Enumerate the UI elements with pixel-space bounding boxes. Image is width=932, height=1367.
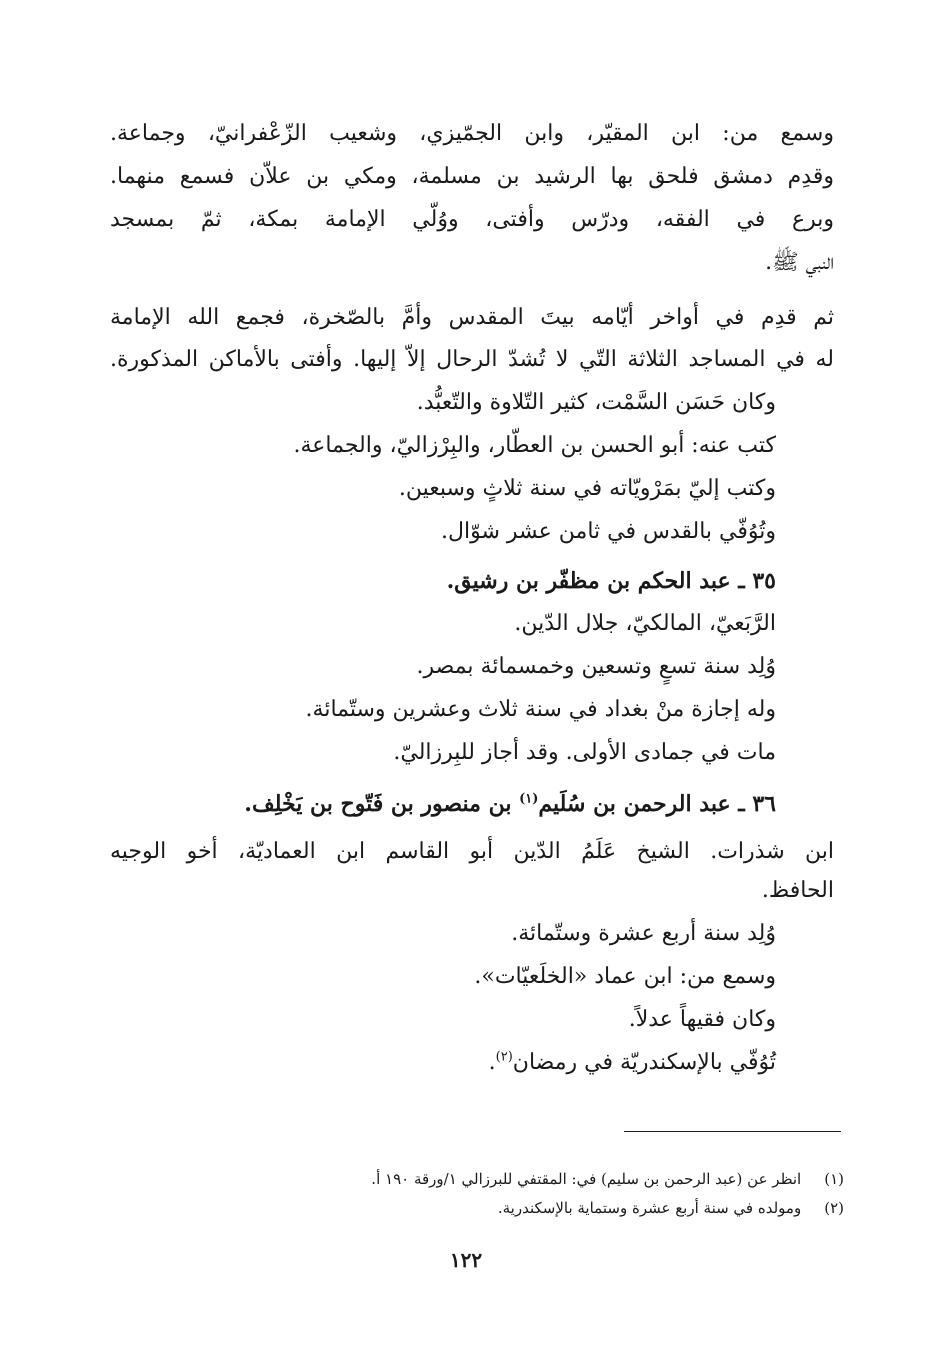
footnote-number: (٢) xyxy=(824,1199,844,1217)
text-span: . xyxy=(488,1050,496,1075)
heading-text: بن منصور بن فَتّوح بن يَخْلِف. xyxy=(244,791,520,817)
text-line: وُلِد سنة تسعٍ وتسعين وخمسمائة بمصر. xyxy=(416,654,776,679)
text-line: وكان حَسَن السَّمْت، كثير التّلاوة والتّعبُّد. xyxy=(416,390,776,415)
text-line xyxy=(489,1045,776,1081)
text-line: كتب عنه: أبو الحسن بن العطّار، والبِرْزاليّ، والجماعة. xyxy=(293,433,776,458)
footnote-divider xyxy=(624,1131,841,1132)
footnote-ref-2[interactable]: (٢) xyxy=(495,1049,513,1065)
entry-heading-36 xyxy=(244,786,776,822)
text-line: وبرع في الفقه، ودرّس وأفتى، ووُلّي الإمامة بمكة، ثمّ بمسجد xyxy=(110,207,834,232)
footnote-text: انظر عن (عبد الرحمن بن سليم) في: المقتفي للبرزالي ١/ورقة ١٩٠ أ. xyxy=(371,1170,802,1188)
text-line: له في المساجد الثلاثة التّي لا تُشدّ الرحال إلاّ إليها. وأفتى بالأماكن المذكورة. xyxy=(110,347,834,372)
footnote-ref-1[interactable]: (١) xyxy=(519,791,539,807)
text-line: وقدِم دمشق فلحق بها الرشيد بن مسلمة، ومكي بن علاّن فسمع منهما. xyxy=(110,164,834,189)
text-line: وكتب إليّ بمَرْويّاته في سنة ثلاثٍ وسبعين. xyxy=(398,476,776,501)
text-line: الرَّبَعيّ، المالكيّ، جلال الدّين. xyxy=(514,611,776,636)
text-line: وكان فقيهاً عدلاً. xyxy=(628,1007,776,1032)
footnote-1 xyxy=(371,1166,844,1192)
footnote-number: (١) xyxy=(824,1170,844,1188)
entry-heading-35: ٣٥ ـ عبد الحكم بن مظفّر بن رشيق. xyxy=(446,568,776,594)
text-line: مات في جمادى الأولى. وقد أجاز للبِرزاليّ. xyxy=(393,740,776,765)
footnote-2 xyxy=(498,1195,844,1221)
text-line: وسمع من: ابن عماد «الخلَعيّات». xyxy=(474,964,776,989)
text-span: تُوُفّي بالإسكندريّة في رمضان xyxy=(512,1050,776,1075)
footnote-text: ومولده في سنة أربع عشرة وستماية بالإسكندرية. xyxy=(497,1199,802,1217)
text-line: الحافظ. xyxy=(761,878,834,903)
text-line: وسمع من: ابن المقيّر، وابن الجمّيزي، وشعيب الزّعْفرانيّ، وجماعة. xyxy=(110,121,834,146)
text-line: وُلِد سنة أربع عشرة وستّمائة. xyxy=(511,921,776,946)
heading-text: ٣٦ ـ عبد الرحمن بن سُلَيم xyxy=(538,791,776,817)
text-line: وتُوُفّي بالقدس في ثامن عشر شوّال. xyxy=(441,519,776,544)
text-line: النبي ﷺ. xyxy=(765,250,834,275)
text-line: وله إجازة منْ بغداد في سنة ثلاث وعشرين وستّمائة. xyxy=(305,697,776,722)
page-number: ١٢٢ xyxy=(449,1248,483,1272)
text-line: ابن شذرات. الشيخ عَلَمُ الدّين أبو القاسم ابن العماديّة، أخو الوجيه xyxy=(110,839,834,864)
text-line: ثم قدِم في أواخر أيّامه بيتَ المقدس وأمَّ بالصّخرة، فجمع الله الإمامة xyxy=(110,305,834,330)
